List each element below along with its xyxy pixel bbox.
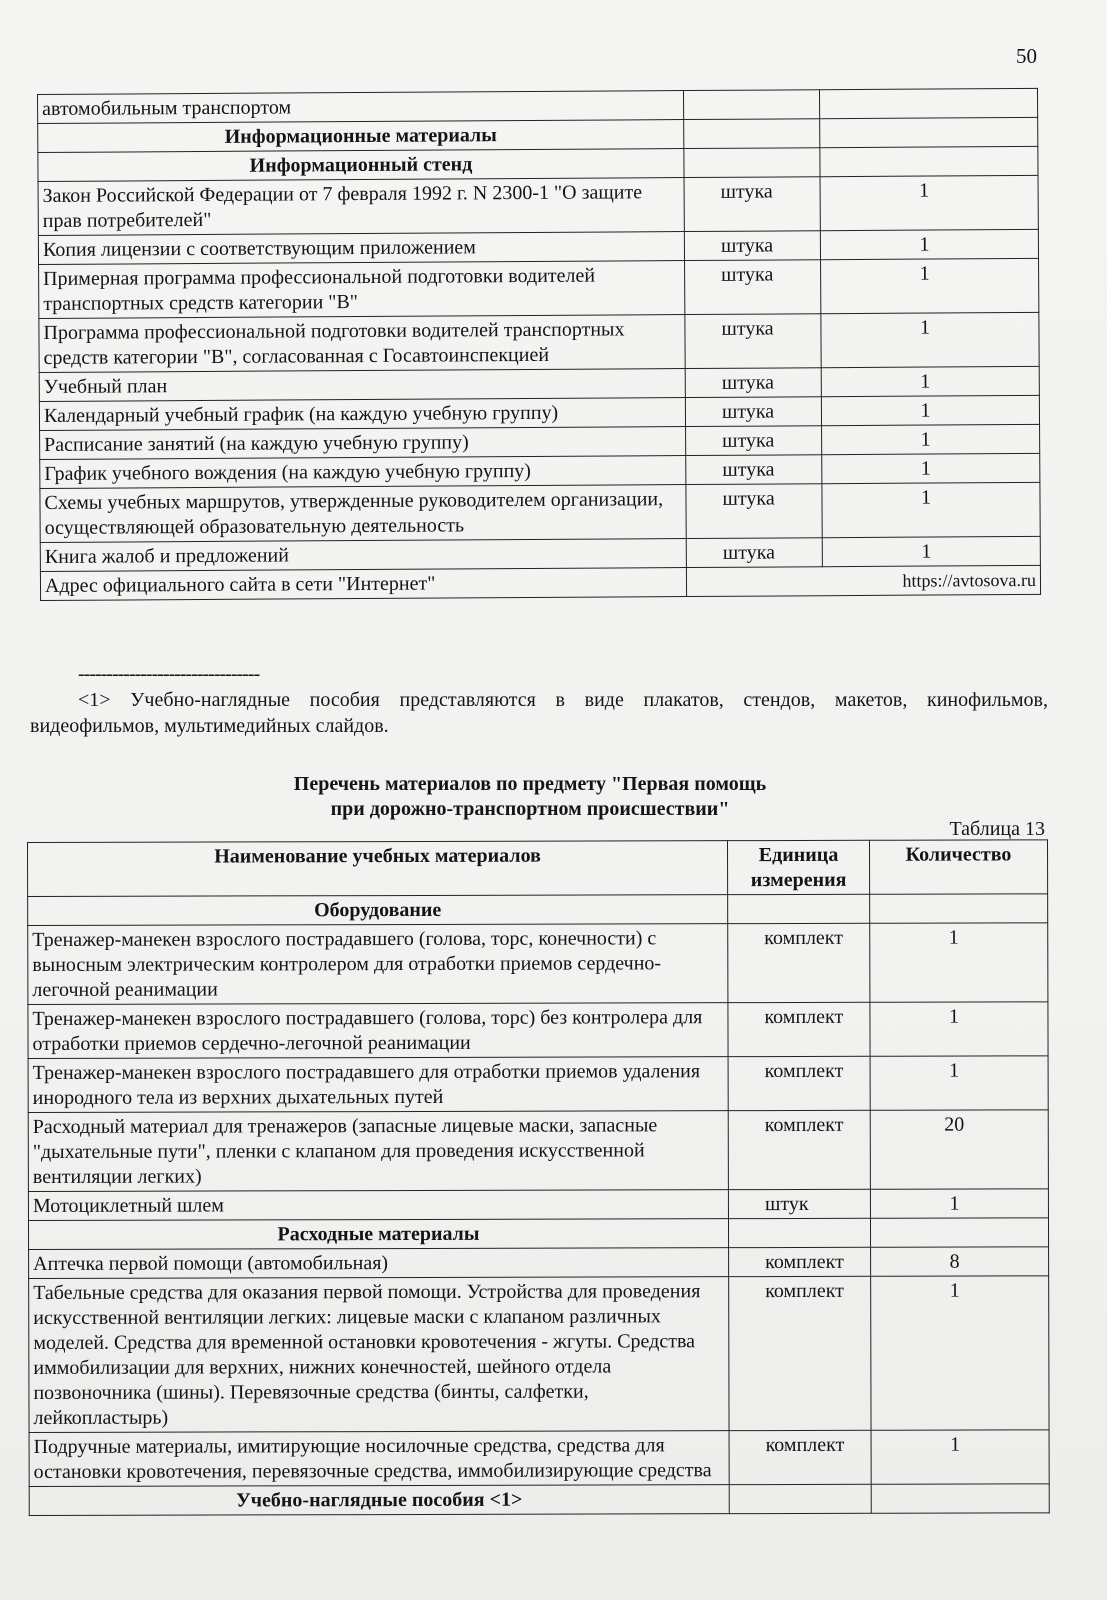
- item-quantity: 1: [870, 1002, 1048, 1056]
- item-quantity: 1: [820, 229, 1038, 259]
- footnote-text: <1> Учебно-наглядные пособия представляются в виде плакатов, стендов, макетов, кинофильмов, видеофильмов, мультимедийных слайдов.: [30, 689, 1048, 737]
- item-unit: штука: [686, 484, 822, 539]
- table-row: [28, 923, 1048, 1005]
- empty-cell: [684, 119, 820, 149]
- item-name: График учебного вождения (на каждую учебную группу): [40, 456, 686, 489]
- item-unit: комплект: [728, 1002, 870, 1056]
- header-unit: Единица измерения: [727, 840, 869, 894]
- table-row: [29, 1276, 1049, 1433]
- table-row: [28, 1056, 1048, 1113]
- item-quantity: 1: [821, 258, 1039, 313]
- table-12-continuation: [37, 88, 1041, 601]
- item-unit: штука: [685, 260, 821, 315]
- section-heading: [30, 772, 1030, 822]
- item-unit: штук: [728, 1189, 870, 1218]
- item-name: Аптечка первой помощи (автомобильная): [29, 1248, 729, 1279]
- item-name: Копия лицензии с соответствующим приложением: [38, 232, 684, 265]
- table-row: [39, 258, 1039, 318]
- item-quantity: 1: [822, 453, 1040, 483]
- item-unit: [683, 90, 819, 120]
- item-quantity: 1: [822, 424, 1040, 454]
- item-quantity: 1: [821, 395, 1039, 425]
- item-unit: комплект: [729, 1430, 871, 1484]
- table-row: [40, 565, 1040, 600]
- empty-cell: [684, 148, 820, 178]
- item-unit: комплект: [728, 923, 870, 1002]
- item-unit: штука: [685, 314, 821, 369]
- item-name: Учебный план: [39, 369, 685, 402]
- section-heading-line-1: Перечень материалов по предмету "Первая помощь: [293, 773, 767, 795]
- empty-cell: [870, 894, 1048, 923]
- item-quantity: 1: [820, 175, 1038, 230]
- header-qty: Количество: [869, 840, 1047, 894]
- item-quantity: 1: [871, 1276, 1049, 1430]
- table-row: [28, 894, 1048, 926]
- item-quantity: 1: [870, 1189, 1048, 1218]
- item-unit: комплект: [729, 1247, 871, 1276]
- item-quantity: 1: [870, 1056, 1048, 1110]
- item-unit: комплект: [729, 1276, 871, 1430]
- section-title: Расходные материалы: [28, 1219, 728, 1250]
- empty-cell: [728, 1218, 870, 1247]
- item-unit: штука: [685, 397, 821, 427]
- item-name: Тренажер-манекен взрослого пострадавшего для отработки приемов удаления инородного тела из верхних дыхательных путей: [28, 1057, 728, 1113]
- item-quantity: 20: [870, 1110, 1048, 1189]
- section-title: Информационные материалы: [38, 120, 684, 153]
- table-row: [28, 1110, 1048, 1192]
- item-name: Мотоциклетный шлем: [28, 1190, 728, 1221]
- table-row: [29, 1430, 1049, 1487]
- header-name: Наименование учебных материалов: [28, 841, 728, 897]
- section-title: Оборудование: [28, 895, 728, 926]
- table-row: [29, 1247, 1049, 1279]
- table-header-row: [28, 840, 1048, 897]
- item-unit: штука: [686, 538, 822, 568]
- empty-cell: [729, 1484, 871, 1513]
- item-name: Примерная программа профессиональной подготовки водителей транспортных средств категории "B": [39, 261, 685, 319]
- table-row: [28, 1218, 1048, 1250]
- table-row: [38, 175, 1038, 235]
- item-name: автомобильным транспортом: [38, 91, 684, 124]
- table-row: [40, 482, 1040, 542]
- empty-cell: [820, 146, 1038, 176]
- item-name: Тренажер-манекен взрослого пострадавшего (голова, торс) без контролера для отработки приемов сердечно-легочной реанимации: [28, 1003, 728, 1059]
- item-name: Расходный материал для тренажеров (запасные лицевые маски, запасные "дыхательные пути", пленки с клапаном для проведения искусственной вентиляции легких): [28, 1111, 728, 1192]
- item-quantity: 8: [871, 1247, 1049, 1276]
- section-title: Учебно-наглядные пособия <1>: [29, 1485, 729, 1516]
- item-name: Программа профессиональной подготовки водителей транспортных средств категории "B", согласованная с Госавтоинспекцией: [39, 315, 685, 373]
- empty-cell: [871, 1484, 1049, 1513]
- item-name: Закон Российской Федерации от 7 февраля 1992 г. N 2300-1 "О защите прав потребителей": [38, 178, 684, 236]
- item-unit: штука: [684, 177, 820, 232]
- table-caption: Таблица 13: [949, 818, 1045, 840]
- table-row: [29, 1484, 1049, 1516]
- table-row: [28, 1002, 1048, 1059]
- item-name: Подручные материалы, имитирующие носилочные средства, средства для остановки кровотечения, перевязочные средства, иммобилизирующие средства: [29, 1431, 729, 1487]
- item-quantity: 1: [821, 366, 1039, 396]
- empty-cell: [728, 894, 870, 923]
- table-row: [39, 312, 1039, 372]
- item-unit: штука: [685, 368, 821, 398]
- footnote-separator: --------------------------------: [78, 663, 260, 685]
- item-unit: штука: [686, 455, 822, 485]
- item-name: Расписание занятий (на каждую учебную группу): [40, 427, 686, 460]
- item-quantity: 1: [822, 536, 1040, 566]
- website-link[interactable]: https://avtosova.ru: [686, 565, 1040, 596]
- item-name: Книга жалоб и предложений: [40, 539, 686, 572]
- item-name: Схемы учебных маршрутов, утвержденные руководителем организации, осуществляющей образовательную деятельность: [40, 485, 686, 543]
- item-name: Табельные средства для оказания первой помощи. Устройства для проведения искусственной вентиляции легких: лицевые маски с клапаном различных моделей. Средства для временной остановки кровотечения - жгуты. Средства иммобилизации для верхних, нижних конечностей, шейного отдела позвоночника (шины). Перевязочные средства (бинты, салфетки, лейкопластырь): [29, 1277, 729, 1433]
- section-heading-line-2: при дорожно-транспортном происшествии": [330, 798, 730, 820]
- item-quantity: 1: [821, 312, 1039, 367]
- item-quantity: 1: [871, 1430, 1049, 1484]
- item-quantity: 1: [822, 482, 1040, 537]
- section-title: Информационный стенд: [38, 149, 684, 182]
- item-unit: комплект: [728, 1056, 870, 1110]
- item-name: Календарный учебный график (на каждую учебную группу): [39, 398, 685, 431]
- item-unit: штука: [684, 231, 820, 261]
- item-quantity: [819, 88, 1037, 118]
- item-unit: комплект: [728, 1110, 870, 1189]
- empty-cell: [870, 1218, 1048, 1247]
- item-unit: штука: [686, 426, 822, 456]
- page-number: 50: [1016, 44, 1037, 68]
- table-row: [28, 1189, 1048, 1221]
- item-quantity: 1: [870, 923, 1048, 1002]
- item-name: Тренажер-манекен взрослого пострадавшего (голова, торс, конечности) с выносным электрическим контролером для отработки приемов сердечно-легочной реанимации: [28, 924, 728, 1005]
- empty-cell: [820, 117, 1038, 147]
- item-name: Адрес официального сайта в сети "Интернет": [40, 568, 686, 601]
- table-13: [27, 839, 1050, 1516]
